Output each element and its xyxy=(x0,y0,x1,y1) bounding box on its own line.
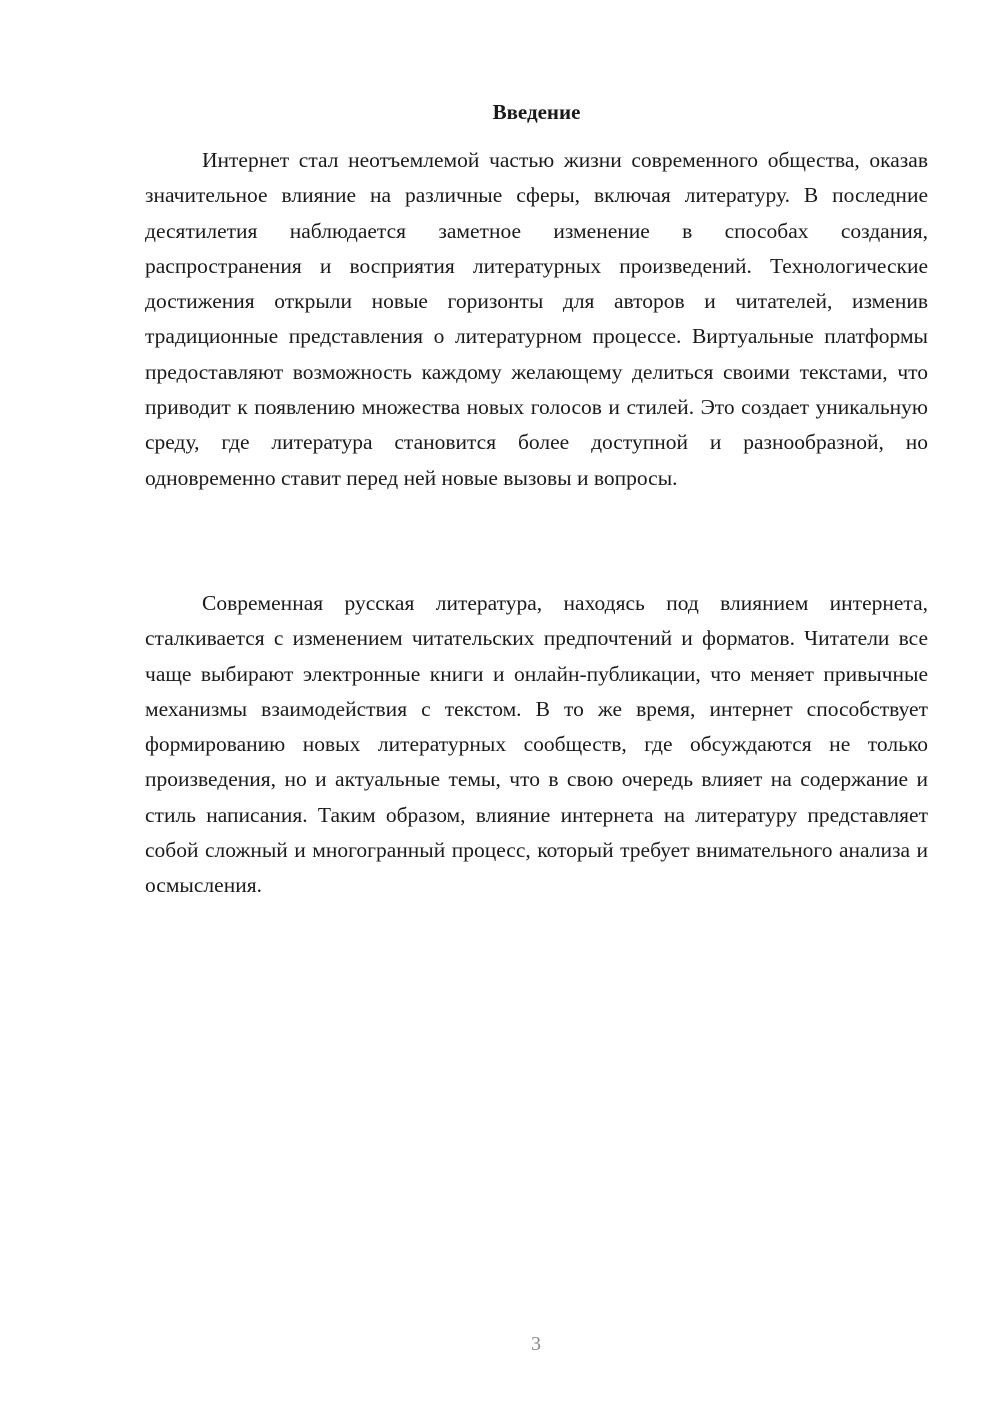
page-number: 3 xyxy=(531,1333,541,1355)
section-heading: Введение xyxy=(492,100,581,124)
paragraph-1: Интернет стал неотъемлемой частью жизни современного общества, оказав значительное влияние на различные сферы, включая литературу. В последние десятилетия наблюдается заметное изменение в способах создания, распространения и восприятия литературных произведений. Технологические достижения открыли новые горизонты для авторов и читателей, изменив традиционные представления о литературном процессе. Виртуальные платформы предоставляют возможность каждому желающему делиться своими текстами, что приводит к появлению множества новых голосов и стилей. Это создает уникальную среду, где литература становится более доступной и разнообразной, но одновременно ставит перед ней новые вызовы и вопросы. xyxy=(145,148,928,490)
paragraph-2: Современная русская литература, находясь под влиянием интернета, сталкивается с изменением читательских предпочтений и форматов. Читатели все чаще выбирают электронные книги и онлайн-публикации, что меняет привычные механизмы взаимодействия с текстом. В то же время, интернет способствует формированию новых литературных сообществ, где обсуждаются не только произведения, но и актуальные темы, что в свою очередь влияет на содержание и стиль написания. Таким образом, влияние интернета на литературу представляет собой сложный и многогранный процесс, который требует внимательного анализа и осмысления. xyxy=(145,591,928,898)
